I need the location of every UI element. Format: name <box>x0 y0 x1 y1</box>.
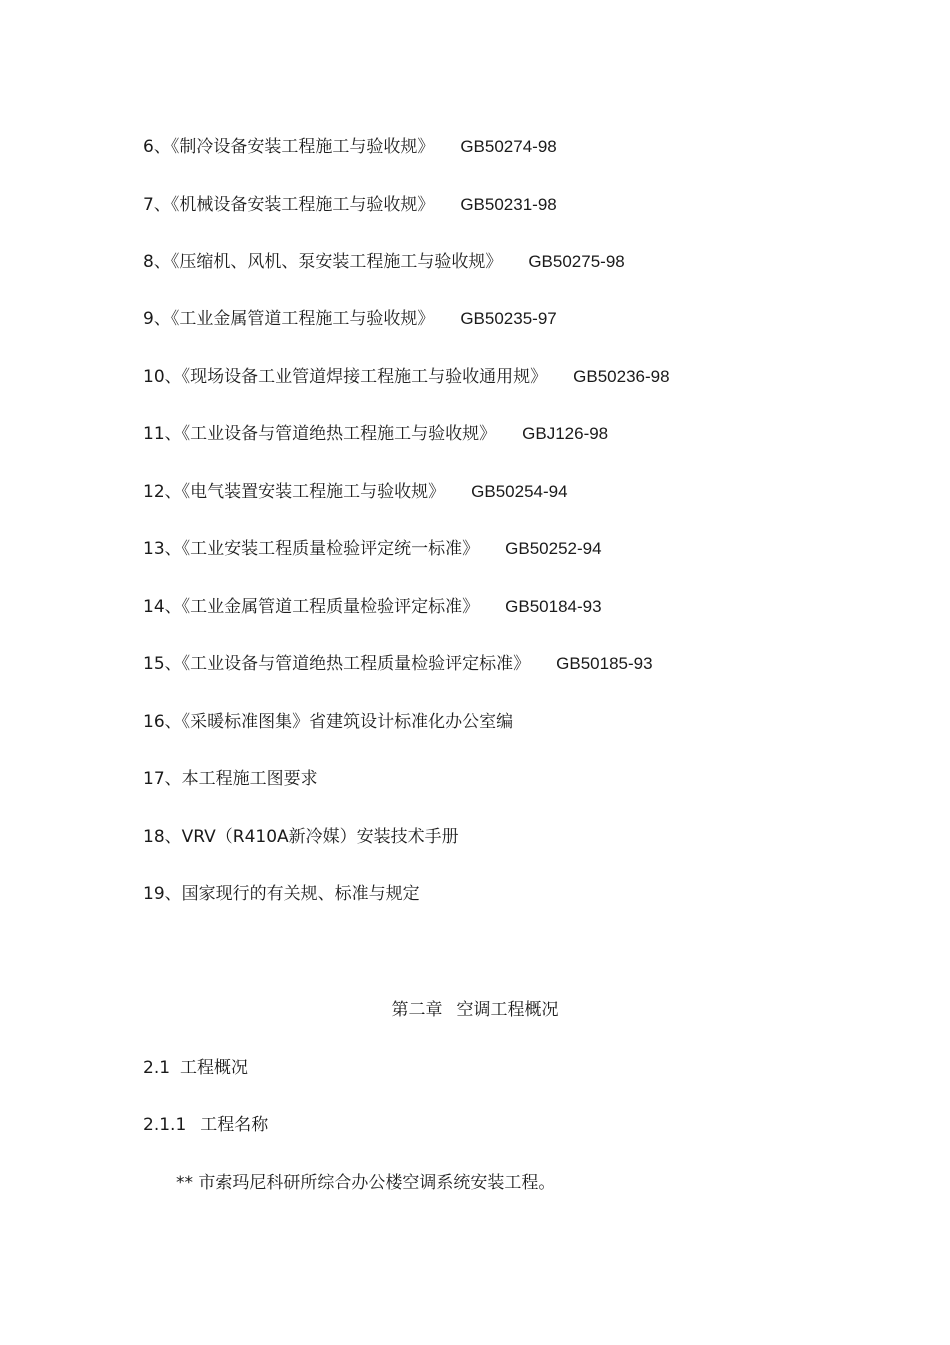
reference-code: GB50231-98 <box>460 195 557 214</box>
section-title: 工程概况 <box>180 1058 249 1078</box>
reference-item <box>143 481 568 503</box>
reference-code: GBJ126-98 <box>522 424 609 443</box>
reference-title: 18、VRV（R410A新冷媒）安装技术手册 <box>143 827 459 847</box>
reference-code: GB50185-93 <box>556 654 653 673</box>
reference-title: 7、《机械设备安装工程施工与验收规》 <box>143 195 435 215</box>
reference-item <box>143 538 602 560</box>
project-name-text: ** 市索玛尼科研所综合办公楼空调系统安装工程。 <box>176 1173 556 1193</box>
reference-item <box>143 883 420 905</box>
reference-title: 9、《工业金属管道工程施工与验收规》 <box>143 309 435 329</box>
reference-code: GB50236-98 <box>573 367 670 386</box>
chapter-number: 第二章 <box>391 1000 443 1020</box>
reference-code: GB50274-98 <box>460 137 557 156</box>
reference-title: 17、本工程施工图要求 <box>143 769 318 789</box>
reference-title: 8、《压缩机、风机、泵安装工程施工与验收规》 <box>143 252 503 272</box>
reference-item <box>143 423 608 445</box>
subsection-number: 2.1.1 <box>143 1115 187 1135</box>
section-number: 2.1 <box>143 1058 171 1078</box>
chapter-title: 空调工程概况 <box>456 1000 559 1020</box>
chapter-heading <box>0 999 950 1021</box>
section-heading <box>143 1057 248 1079</box>
reference-item <box>143 251 625 273</box>
reference-code: GB50275-98 <box>528 252 625 271</box>
reference-code: GB50254-94 <box>471 482 568 501</box>
reference-item <box>143 826 459 848</box>
reference-code: GB50252-94 <box>505 539 602 558</box>
reference-title: 12、《电气装置安装工程施工与验收规》 <box>143 482 446 502</box>
reference-item <box>143 308 557 330</box>
reference-title: 11、《工业设备与管道绝热工程施工与验收规》 <box>143 424 497 444</box>
reference-title: 15、《工业设备与管道绝热工程质量检验评定标准》 <box>143 654 531 674</box>
reference-item <box>143 768 318 790</box>
reference-code: GB50235-97 <box>460 309 557 328</box>
reference-item <box>143 711 513 733</box>
reference-item <box>143 653 653 675</box>
reference-title: 13、《工业安装工程质量检验评定统一标准》 <box>143 539 480 559</box>
reference-code: GB50184-93 <box>505 597 602 616</box>
reference-title: 6、《制冷设备安装工程施工与验收规》 <box>143 137 435 157</box>
reference-item <box>143 136 557 158</box>
subsection-heading <box>143 1114 268 1136</box>
subsection-title: 工程名称 <box>200 1115 269 1135</box>
reference-title: 19、国家现行的有关规、标准与规定 <box>143 884 420 904</box>
reference-item <box>143 366 670 388</box>
reference-item <box>143 596 602 618</box>
reference-title: 16、《采暖标准图集》省建筑设计标准化办公室编 <box>143 712 514 732</box>
reference-title: 10、《现场设备工业管道焊接工程施工与验收通用规》 <box>143 367 548 387</box>
reference-item <box>143 194 557 216</box>
reference-title: 14、《工业金属管道工程质量检验评定标准》 <box>143 597 480 617</box>
